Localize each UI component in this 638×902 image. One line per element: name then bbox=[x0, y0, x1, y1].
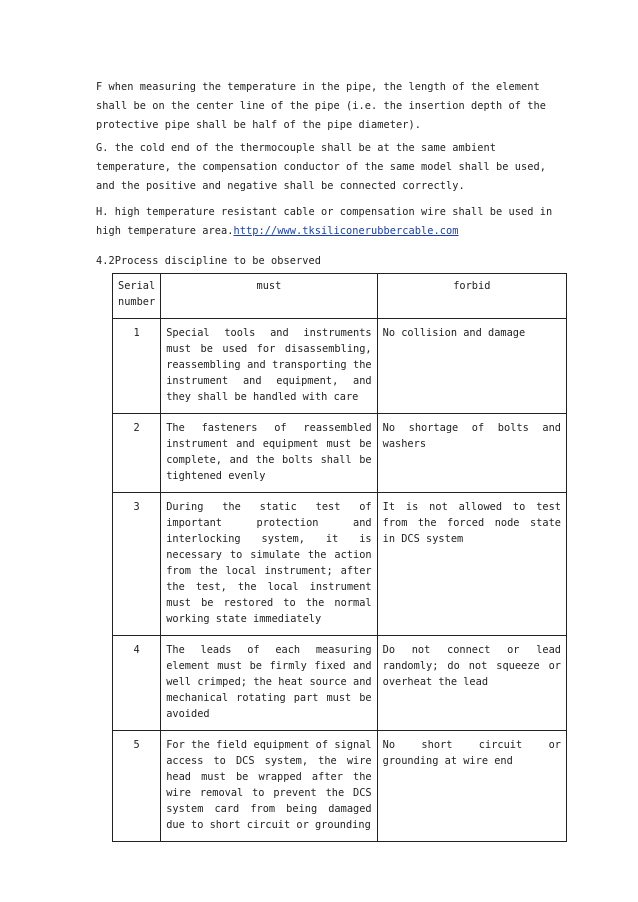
section-heading: 4.2Process discipline to be observed bbox=[96, 255, 321, 267]
row-forbid: It is not allowed to test from the forced node state in DCS system bbox=[377, 493, 566, 636]
table-row bbox=[113, 493, 567, 636]
header-forbid: forbid bbox=[377, 274, 566, 319]
row-forbid: No shortage of bolts and washers bbox=[377, 414, 566, 493]
paragraph-h-text: H. high temperature resistant cable or compensation wire shall be used in high temperature area. bbox=[96, 206, 553, 237]
table-header-row bbox=[113, 274, 567, 319]
table-row bbox=[113, 731, 567, 842]
header-must: must bbox=[161, 274, 377, 319]
discipline-table bbox=[112, 273, 567, 842]
row-forbid: No short circuit or grounding at wire end bbox=[377, 731, 566, 842]
row-must: The leads of each measuring element must be firmly fixed and well crimped; the heat source and mechanical rotating part must be avoided bbox=[161, 636, 377, 731]
row-must: Special tools and instruments must be used for disassembling, reassembling and transporting the instrument and equipment, and they shall be handled with care bbox=[161, 319, 377, 414]
row-forbid: Do not connect or lead randomly; do not squeeze or overheat the lead bbox=[377, 636, 566, 731]
row-serial-number: 2 bbox=[113, 414, 161, 493]
website-link[interactable]: http://www.tksiliconerubbercable.com bbox=[233, 225, 459, 237]
row-serial-number: 4 bbox=[113, 636, 161, 731]
table-row bbox=[113, 414, 567, 493]
table-row bbox=[113, 636, 567, 731]
header-serial-number: Serial number bbox=[113, 274, 161, 319]
row-serial-number: 3 bbox=[113, 493, 161, 636]
paragraph-g: G. the cold end of the thermocouple shall be at the same ambient temperature, the compensation conductor of the same model shall be used, and the positive and negative shall be connected correctly. bbox=[96, 142, 546, 192]
paragraph-f: F when measuring the temperature in the pipe, the length of the element shall be on the center line of the pipe (i.e. the insertion depth of the protective pipe shall be half of the pipe diameter). bbox=[96, 81, 546, 131]
paragraph-h bbox=[96, 203, 556, 241]
row-serial-number: 1 bbox=[113, 319, 161, 414]
row-forbid: No collision and damage bbox=[377, 319, 566, 414]
row-must: For the field equipment of signal access to DCS system, the wire head must be wrapped after the wire removal to prevent the DCS system card from being damaged due to short circuit or grounding bbox=[161, 731, 377, 842]
table-row bbox=[113, 319, 567, 414]
row-must: The fasteners of reassembled instrument and equipment must be complete, and the bolts shall be tightened evenly bbox=[161, 414, 377, 493]
row-must: During the static test of important protection and interlocking system, it is necessary to simulate the action from the local instrument; after the test, the local instrument must be restored to the normal working state immediately bbox=[161, 493, 377, 636]
row-serial-number: 5 bbox=[113, 731, 161, 842]
